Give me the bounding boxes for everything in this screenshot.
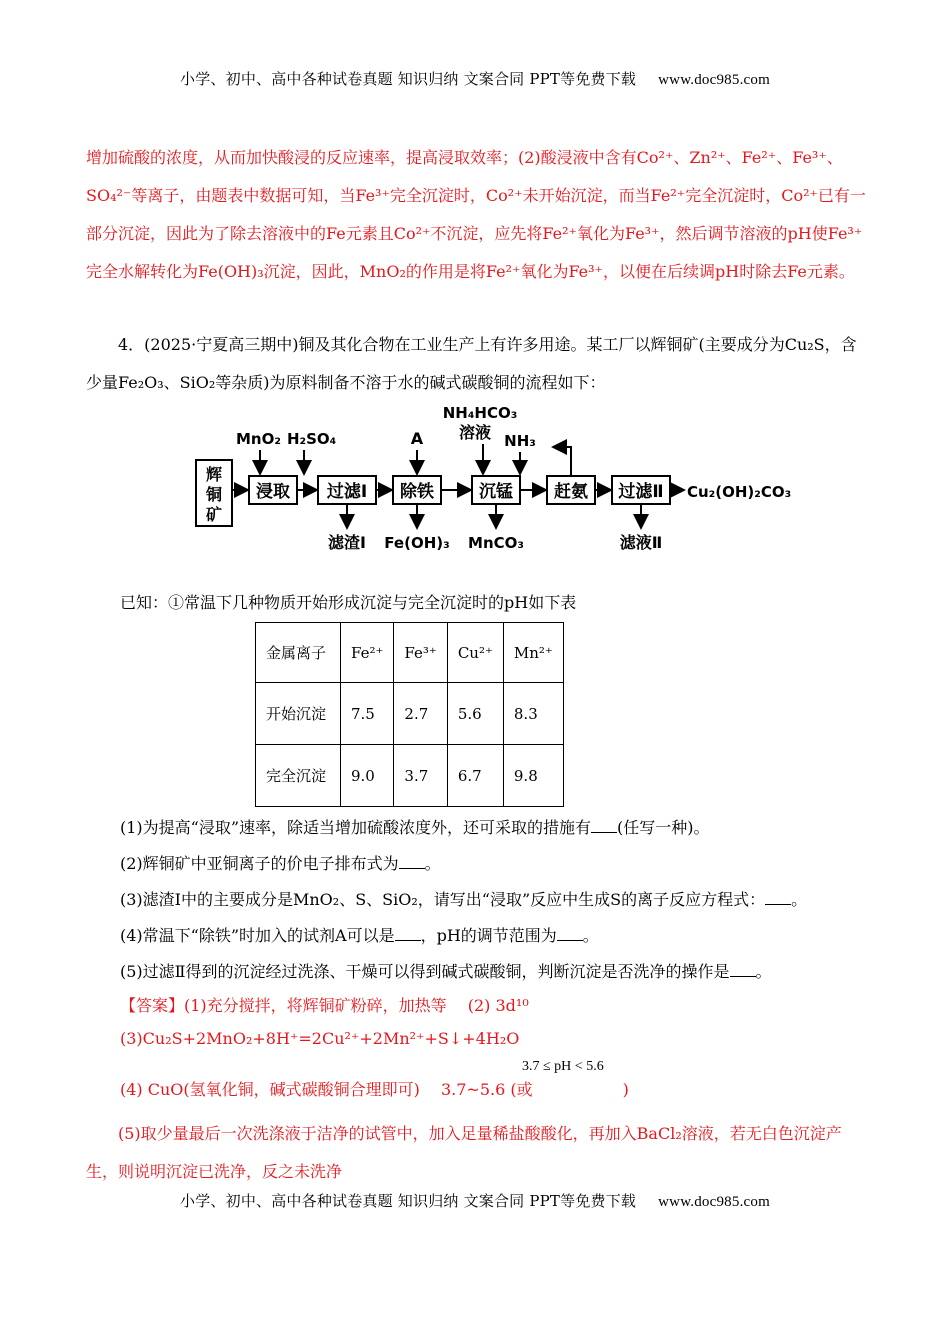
table-header-ion: Cu²⁺ xyxy=(447,623,503,683)
table-header-ion: Mn²⁺ xyxy=(503,623,563,683)
table-cell: 6.7 xyxy=(447,745,503,807)
sub-question-4: (4)常温下“除铁”时加入的试剂A可以是 ，pH的调节范围为 。 xyxy=(120,926,599,945)
step-filter1: 过滤Ⅰ xyxy=(326,482,368,502)
answer-blank[interactable] xyxy=(399,854,425,869)
page-footer xyxy=(0,1190,950,1211)
footer-text: 小学、初中、高中各种试卷真题 知识归纳 文案合同 PPT等免费下载 xyxy=(180,1192,637,1210)
input-mno2: MnO₂ xyxy=(236,430,281,448)
table-corner: 金属离子 xyxy=(256,623,341,683)
table-row-label: 开始沉淀 xyxy=(256,683,341,745)
step-iron-removal: 除铁 xyxy=(400,482,434,502)
table-row-label: 完全沉淀 xyxy=(256,745,341,807)
table-cell: 8.3 xyxy=(503,683,563,745)
output-feoh3: Fe(OH)₃ xyxy=(384,534,450,552)
sub-question-2: (2)辉铜矿中亚铜离子的价电子排布式为 。 xyxy=(120,854,441,873)
answer-blank[interactable] xyxy=(557,926,583,941)
ph-inequality: 3.7 ≤ pH < 5.6 xyxy=(522,1059,604,1074)
flow-product: Cu₂(OH)₂CO₃ xyxy=(687,483,792,501)
answer-line-1: 【答案】(1)充分搅拌，将辉铜矿粉碎，加热等 (2) 3d¹⁰ xyxy=(120,996,529,1015)
sub-question-5: (5)过滤Ⅱ得到的沉淀经过洗涤、干燥可以得到碱式碳酸铜，判断沉淀是否洗净的操作是 。 xyxy=(120,962,772,981)
table-cell: 9.0 xyxy=(341,745,394,807)
answer-blank[interactable] xyxy=(591,818,617,833)
page-header xyxy=(0,68,950,89)
table-cell: 2.7 xyxy=(394,683,447,745)
output-filtrate2: 滤液Ⅱ xyxy=(619,533,663,552)
known-condition: 已知：①常温下几种物质开始形成沉淀与完全沉淀时的pH如下表 xyxy=(120,593,577,612)
step-ammonia-removal: 赶氨 xyxy=(554,482,588,502)
input-nh4hco3: NH₄HCO₃ xyxy=(442,404,518,422)
header-text: 小学、初中、高中各种试卷真题 知识归纳 文案合同 PPT等免费下载 xyxy=(180,70,637,88)
answer-blank[interactable] xyxy=(395,926,421,941)
question-stem: 4．(2025·宁夏高三期中)铜及其化合物在工业生产上有许多用途。某工厂以辉铜矿(主要成分为Cu₂S，含少量Fe₂O₃、SiO₂等杂质)为原料制备不溶于水的碱式碳酸铜的流程如下： xyxy=(86,335,857,392)
table-cell: 7.5 xyxy=(341,683,394,745)
input-solution: 溶液 xyxy=(458,423,492,442)
ph-table xyxy=(255,622,564,807)
input-nh3: NH₃ xyxy=(504,432,536,450)
answer-blank[interactable] xyxy=(765,890,791,905)
step-filter2: 过滤Ⅱ xyxy=(618,482,664,502)
table-header-ion: Fe³⁺ xyxy=(394,623,447,683)
answer-line-3: (4) CuO(氢氧化铜，碱式碳酸铜合理即可) 3.7~5.6 (或 ) xyxy=(120,1080,629,1099)
raw-material-label-1: 辉 xyxy=(205,465,223,484)
previous-answer-paragraph: 增加硫酸的浓度，从而加快酸浸的反应速率，提高浸取效率；(2)酸浸液中含有Co²⁺、Zn²⁺、Fe²⁺、Fe³⁺、SO₄²⁻等离子，由题表中数据可知，当Fe³⁺完全沉淀时，Co²⁺未开始沉淀，而当Fe²⁺完全沉淀时，Co²⁺已有一部分沉淀，因此为了除去溶液中的Fe元素且Co²⁺不沉淀，应先将Fe²⁺氧化为Fe³⁺，然后调节溶液的pH使Fe³⁺完全水解转化为Fe(OH)₃沉淀，因此，MnO₂的作用是将Fe²⁺氧化为Fe³⁺，以便在后续调pH时除去Fe元素。 xyxy=(86,148,866,281)
answer-line-2: (3)Cu₂S+2MnO₂+8H⁺=2Cu²⁺+2Mn²⁺+S↓+4H₂O xyxy=(120,1029,520,1048)
table-cell: 5.6 xyxy=(447,683,503,745)
output-residue1: 滤渣Ⅰ xyxy=(328,533,366,552)
process-flow-diagram xyxy=(190,402,800,562)
table-header-ion: Fe²⁺ xyxy=(341,623,394,683)
table-cell: 9.8 xyxy=(503,745,563,807)
step-mn-precip: 沉锰 xyxy=(479,482,513,502)
raw-material-label-2: 铜 xyxy=(205,485,223,504)
header-url[interactable]: www.doc985.com xyxy=(658,72,770,88)
sub-question-3: (3)滤渣Ⅰ中的主要成分是MnO₂、S、SiO₂，请写出“浸取”反应中生成S的离子反应方程式： 。 xyxy=(120,890,808,909)
sub-question-1: (1)为提高“浸取”速率，除适当增加硫酸浓度外，还可采取的措施有 (任写一种)。 xyxy=(120,818,710,837)
footer-url[interactable]: www.doc985.com xyxy=(658,1194,770,1210)
output-mnco3: MnCO₃ xyxy=(468,534,524,552)
step-leach: 浸取 xyxy=(256,482,290,502)
raw-material-label-3: 矿 xyxy=(205,505,223,524)
table-cell: 3.7 xyxy=(394,745,447,807)
input-reagent-a: A xyxy=(410,429,424,448)
answer-line-4: (5)取少量最后一次洗涤液于洁净的试管中，加入足量稀盐酸酸化，再加入BaCl₂溶液，若无白色沉淀产生，则说明沉淀已洗净，反之未洗净 xyxy=(86,1124,842,1181)
answer-blank[interactable] xyxy=(730,962,756,977)
input-h2so4: H₂SO₄ xyxy=(287,430,337,448)
